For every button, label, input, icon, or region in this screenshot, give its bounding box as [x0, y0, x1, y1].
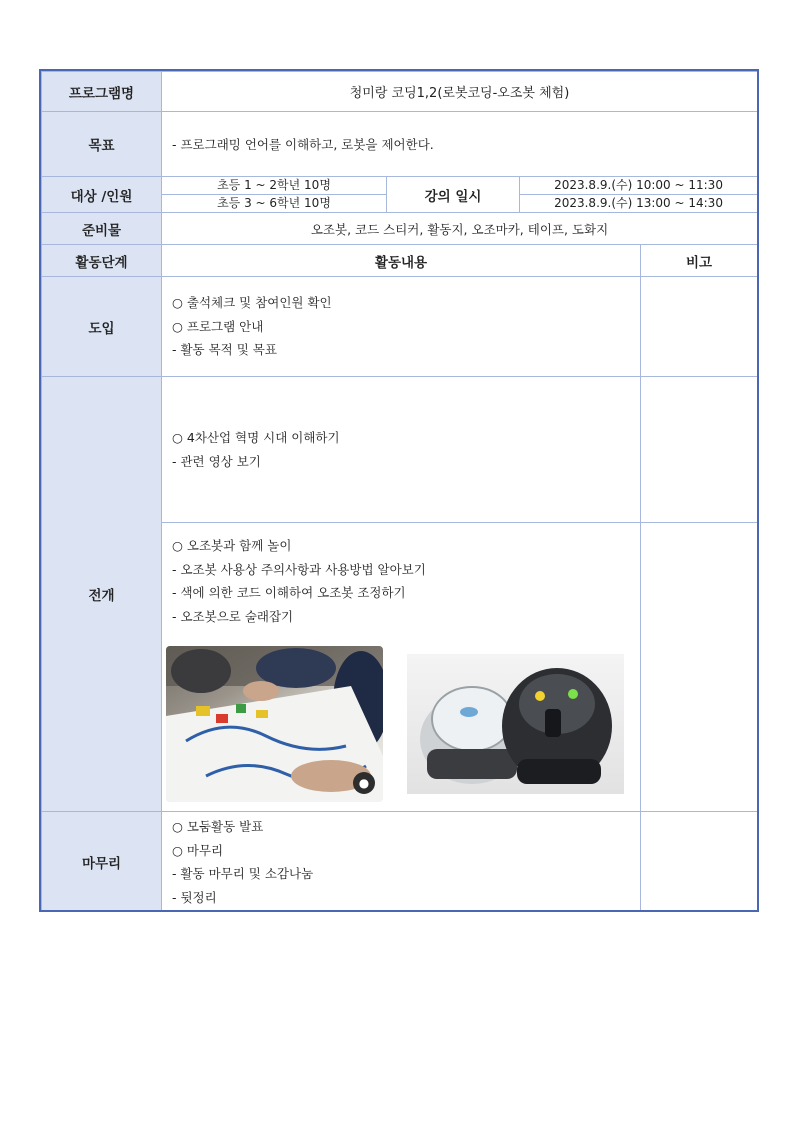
list-item: ○ 모둠활동 발표	[172, 819, 264, 834]
stage-intro-content	[162, 277, 641, 377]
target-label: 대상 /인원	[42, 177, 162, 213]
stage-closing-label: 마무리	[42, 812, 162, 913]
stage-development-content-2	[162, 523, 641, 812]
stage-development-note-2	[641, 523, 758, 812]
program-plan-table	[39, 69, 759, 912]
schedule-2: 2023.8.9.(수) 13:00 ~ 14:30	[520, 195, 758, 213]
program-name-label: 프로그램명	[42, 72, 162, 112]
activity-photos	[162, 646, 640, 811]
stage-development-content-1	[162, 377, 641, 523]
list-item: ○ 출석체크 및 참여인원 확인	[172, 295, 332, 311]
list-item: - 관련 영상 보기	[172, 453, 261, 469]
map-pin-icon[interactable]: ●	[353, 772, 375, 794]
stage-closing-note	[641, 812, 758, 913]
goal-label: 목표	[42, 112, 162, 177]
list-item: - 색에 의한 코드 이해하여 오조봇 조정하기	[172, 585, 406, 600]
stage-intro-note	[641, 277, 758, 377]
program-name-value: 청미랑 코딩1,2(로봇코딩-오조봇 체험)	[162, 72, 758, 112]
target-group-2: 초등 3 ~ 6학년 10명	[162, 195, 387, 213]
list-item: ○ 오조봇과 함께 놀이	[172, 538, 292, 553]
materials-value: 오조봇, 코드 스티커, 활동지, 오조마카, 테이프, 도화지	[162, 213, 758, 245]
list-item: ○ 마무리	[172, 842, 224, 858]
schedule-label: 강의 일시	[387, 177, 520, 213]
list-item: ○ 프로그램 안내	[172, 318, 264, 334]
column-note: 비고	[641, 245, 758, 277]
children-activity-photo	[166, 646, 383, 802]
list-item: - 오조봇 사용상 주의사항과 사용방법 알아보기	[172, 561, 426, 577]
stage-intro-label: 도입	[42, 277, 162, 377]
list-item: - 활동 목적 및 목표	[172, 342, 277, 358]
target-group-1: 초등 1 ~ 2학년 10명	[162, 177, 387, 195]
list-item: - 활동 마무리 및 소감나눔	[172, 866, 314, 881]
list-item: ○ 4차산업 혁명 시대 이해하기	[172, 430, 340, 445]
stage-development-label: 전개	[42, 377, 162, 812]
list-item: - 오조봇으로 술래잡기	[172, 608, 294, 624]
goal-value: - 프로그래밍 언어를 이해하고, 로봇을 제어한다.	[162, 112, 758, 177]
ozobot-robots-photo	[407, 654, 624, 794]
materials-label: 준비물	[42, 213, 162, 245]
column-content: 활동내용	[162, 245, 641, 277]
stage-closing-content	[162, 812, 641, 913]
list-item: - 뒷정리	[172, 889, 217, 905]
schedule-1: 2023.8.9.(수) 10:00 ~ 11:30	[520, 177, 758, 195]
column-stage: 활동단계	[42, 245, 162, 277]
stage-development-note-1	[641, 377, 758, 523]
